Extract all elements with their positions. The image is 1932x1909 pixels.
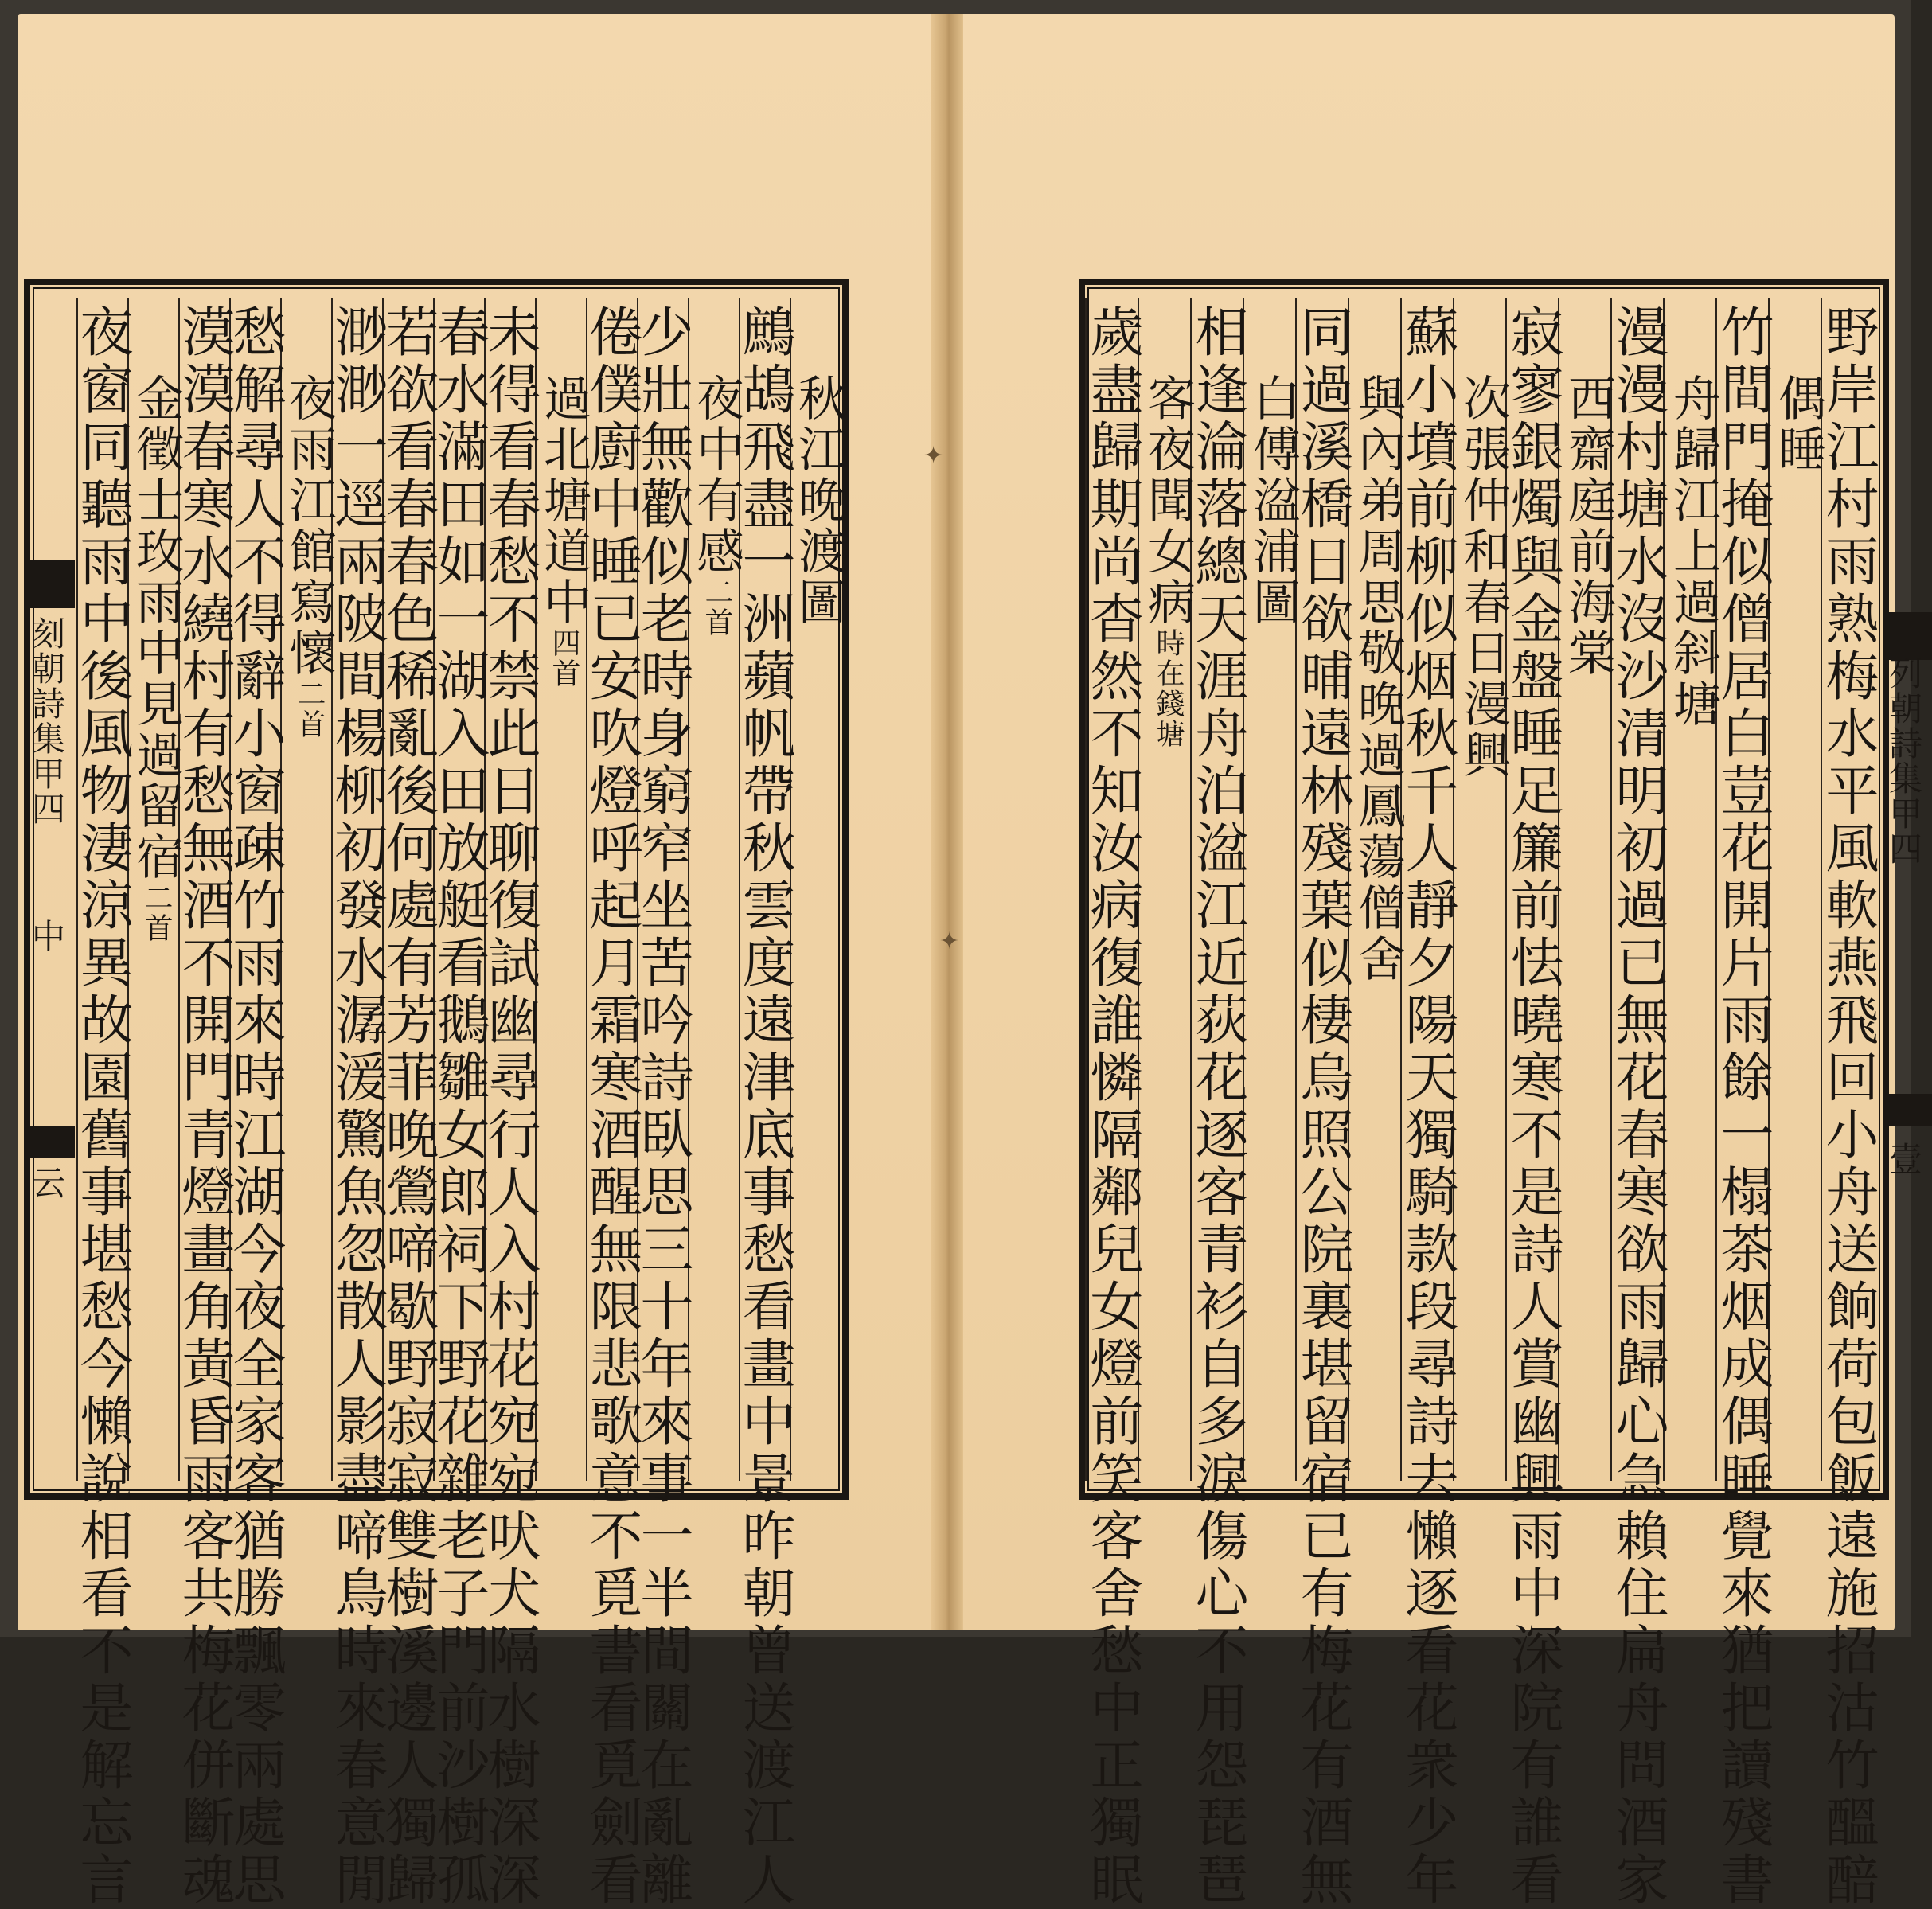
- verse-column: [581, 298, 643, 1909]
- verse-column: [1607, 298, 1669, 1909]
- poem-title-column: [1663, 298, 1721, 1481]
- column-text: 客夜聞女病: [1140, 373, 1196, 628]
- column-annotation: 二首: [701, 577, 733, 638]
- verse-line: [1082, 304, 1144, 1909]
- verse-column: [479, 298, 541, 1909]
- poem-title-column: [535, 298, 591, 1481]
- column-text: 同過溪橋日欲晡遠林殘葉似棲烏照公院裏堪留宿已有梅花有酒無: [1292, 304, 1354, 1909]
- verse-line: [1397, 304, 1459, 1909]
- fishtail-bottom-icon: [1887, 1094, 1932, 1126]
- verse-line: [1712, 304, 1774, 1909]
- column-annotation: 時在錢塘: [1152, 628, 1185, 749]
- verse-line: [1502, 304, 1564, 1909]
- poem-title-column: [1768, 298, 1826, 1481]
- verse-column: [632, 298, 694, 1909]
- verse-line: [581, 304, 643, 1909]
- right-page-center-column: [1884, 298, 1932, 1481]
- column-text: 漫漫村塘水沒沙清明初過已無花春寒欲雨歸心急賴住扁舟問酒家: [1607, 304, 1669, 1909]
- column-text: 未得看春愁不禁此日聊復試幽尋行人入村花宛宛吠犬隔水樹深深: [479, 304, 541, 1909]
- poem-title: [1770, 373, 1826, 475]
- verse-column: [1292, 298, 1354, 1909]
- poem-title-column: [1138, 298, 1196, 1481]
- column-text: 過北塘道中: [536, 373, 591, 628]
- column-text: 金徵士玫雨中見過留宿: [128, 373, 184, 883]
- verse-column: [1082, 298, 1144, 1909]
- column-text: 白傅湓浦圖: [1245, 373, 1301, 628]
- poem-title: [1349, 373, 1406, 985]
- column-text: 愁解尋人不得辭小窗疎竹雨來時江湖今夜全家客猶勝飄零兩處思: [224, 304, 287, 1909]
- poem-title: [128, 373, 184, 943]
- verse-column: [174, 298, 236, 1909]
- fishtail-top-icon: [1887, 612, 1932, 660]
- page-number: 云: [27, 1165, 66, 1200]
- verse-column: [428, 298, 490, 1909]
- verse-line: [479, 304, 541, 1909]
- left-page-frame: [24, 279, 849, 1909]
- poem-title: [1454, 373, 1511, 781]
- column-annotation: 二首: [293, 679, 326, 740]
- right-page-frame: [1079, 279, 1923, 1909]
- bleed-through-shadow: [987, 334, 1058, 1449]
- poem-title-column: [688, 298, 744, 1481]
- book-gutter: [931, 14, 963, 1630]
- column-text: 舟歸江上過斜塘: [1665, 373, 1721, 730]
- column-text: 偶睡: [1770, 373, 1826, 475]
- column-text: 寂寥銀燭與金盤睡足簾前怯曉寒不是詩人賞幽興雨中深院有誰看: [1502, 304, 1564, 1909]
- verse-line: [377, 304, 439, 1909]
- poem-title: [1665, 373, 1721, 730]
- verse-column: [377, 298, 439, 1909]
- verse-column: [224, 298, 287, 1909]
- verse-line: [326, 304, 388, 1909]
- column-text: 鷓鴣飛盡一洲蘋帆帶秋雲度遠津底事愁看畫中景昨朝曾送渡江人: [734, 304, 796, 1909]
- column-text: 歲盡歸期尚杳然不知汝病復誰憐隔鄰兒女燈前笑客舍愁中正獨眠: [1082, 304, 1144, 1909]
- center-column-title: 列朝詩集甲四: [1884, 656, 1923, 866]
- left-page-center-column: [27, 298, 75, 1481]
- column-text: 蘇小墳前柳似烟秋千人靜夕陽天獨騎款段尋詩去懶逐看花衆少年: [1397, 304, 1459, 1909]
- poem-title-column: [1348, 298, 1406, 1481]
- poem-title: [689, 373, 744, 638]
- column-text: 竹間門掩似僧居白荳花開片雨餘一榻茶烟成偶睡覺來猶把讀殘書: [1712, 304, 1774, 1909]
- poem-title-column: [127, 298, 184, 1481]
- column-annotation: 四首: [548, 628, 580, 689]
- poem-title: [1244, 373, 1301, 628]
- poem-title: [536, 373, 591, 689]
- column-text: 夜雨江館寫懷: [281, 373, 337, 679]
- verse-column: [1712, 298, 1774, 1909]
- center-column-section: 中: [27, 919, 66, 954]
- column-annotation: 二首: [140, 883, 173, 943]
- column-text: 少壯無歡似老時身窮窄坐苦吟詩臥思三十年來事一半間關在亂離: [632, 304, 694, 1909]
- verse-line: [1817, 304, 1879, 1909]
- verse-line: [72, 304, 134, 1909]
- verse-line: [428, 304, 490, 1909]
- column-text: 渺渺一逕兩陂間楊柳初發水潺湲驚魚忽散人影盡啼鳥時來春意閒: [326, 304, 388, 1909]
- column-text: 西齋庭前海棠: [1560, 373, 1616, 679]
- verse-column: [1817, 298, 1879, 1909]
- poem-title-column: [790, 298, 846, 1481]
- column-text: 漠漠春寒水繞村有愁無酒不開門青燈畫角黃昏雨客共梅花併斷魂: [174, 304, 236, 1909]
- poem-title: [790, 373, 846, 628]
- verse-line: [1607, 304, 1669, 1909]
- fishtail-bottom-icon: [30, 1126, 75, 1158]
- column-text: 倦僕廚中睡已安吹燈呼起月霜寒酒醒無限悲歌意不覓書看覓劍看: [581, 304, 643, 1909]
- column-text: 相逢淪落總天涯舟泊湓江近荻花逐客青衫自多淚傷心不用怨琵琶: [1187, 304, 1249, 1909]
- column-text: 夜窗同聽雨中後風物淒涼異故園舊事堪愁今懶說相看不是解忘言: [72, 304, 134, 1909]
- poem-title-column: [1558, 298, 1616, 1481]
- verse-column: [1187, 298, 1249, 1909]
- column-text: 次張仲和春日漫興: [1455, 373, 1511, 781]
- fishtail-top-icon: [30, 560, 75, 608]
- center-column-title: 刻朝詩集甲四: [27, 616, 66, 826]
- column-text: 春水滿田如一湖入田放艇看鵝雛女郎祠下野花雜老子門前沙樹孤: [428, 304, 490, 1909]
- verse-line: [224, 304, 287, 1909]
- stitch-mark-icon: ✦: [923, 442, 944, 470]
- verse-column: [1502, 298, 1564, 1909]
- column-text: 秋江晚渡圖: [790, 373, 846, 628]
- poem-title-column: [280, 298, 337, 1481]
- verse-column: [1397, 298, 1459, 1909]
- stitch-mark-icon: ✦: [939, 927, 960, 955]
- verse-line: [632, 304, 694, 1909]
- verse-line: [174, 304, 236, 1909]
- column-text: 與內弟周思敬晚過鳳蕩僧舍: [1350, 373, 1406, 985]
- poem-title: [1559, 373, 1616, 679]
- poem-title: [281, 373, 337, 740]
- verse-column: [734, 298, 796, 1909]
- poem-title-column: [1453, 298, 1511, 1481]
- column-text: 若欲看春春色稀亂後何處有芳菲晚鶯啼歇野寂寂雙樹溪邊人獨歸: [377, 304, 439, 1909]
- poem-title-column: [1243, 298, 1301, 1481]
- verse-line: [1187, 304, 1249, 1909]
- verse-line: [1292, 304, 1354, 1909]
- verse-column: [72, 298, 134, 1909]
- page-number: 壹: [1884, 1142, 1923, 1177]
- verse-column: [326, 298, 388, 1909]
- column-text: 夜中有感: [689, 373, 744, 577]
- poem-title: [1139, 373, 1196, 749]
- verse-line: [734, 304, 796, 1909]
- column-text: 野岸江村雨熟梅水平風軟燕飛回小舟送餉荷包飯遠施招沽竹醞醅: [1817, 304, 1879, 1909]
